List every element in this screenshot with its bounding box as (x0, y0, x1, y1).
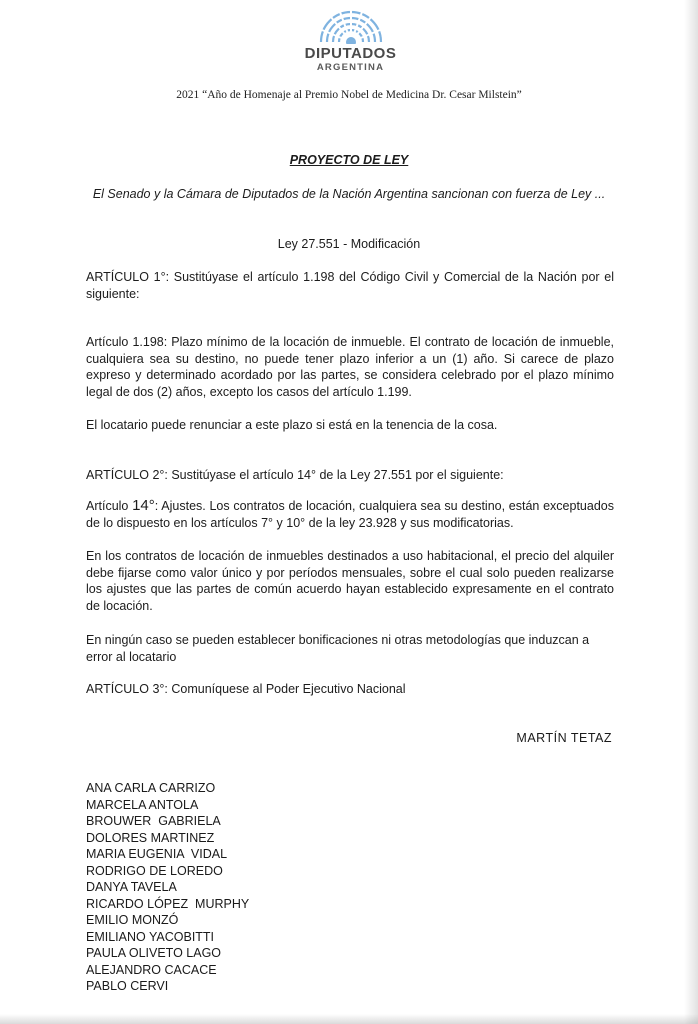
cosigner-name: RICARDO LÓPEZ MURPHY (86, 896, 250, 911)
article-1: ARTÍCULO 1°: Sustitúyase el artículo 1.198 del Código Civil y Comercial de la Nación por el siguiente: (86, 270, 614, 301)
cosigner-name: ANA CARLA CARRIZO (86, 781, 216, 795)
article-14-prefix: Artículo (86, 499, 133, 513)
cosigner-name: BROUWER GABRIELA (86, 814, 221, 828)
page-bottom-shadow (0, 1014, 698, 1024)
cosigner-name: MARIA EUGENIA VIDAL (86, 847, 228, 861)
chamber-emblem-icon (315, 6, 387, 44)
cosigner-name: EMILIANO YACOBITTI (86, 929, 215, 944)
article-14-text: : Ajustes. Los contratos de locación, cualquiera sea su destino, están exceptuados de lo dispuesto en los artículos 7° y 10° de la ley 23.928 y sus modificatorias. (86, 499, 614, 530)
cosigner-name: ALEJANDRO CACACE (86, 962, 217, 977)
diputados-logo (298, 6, 403, 78)
article-1198-paragraph-2: El locatario puede renunciar a este plazo si está en la tenencia de la cosa. (86, 418, 498, 432)
cosigner-name: RODRIGO DE LOREDO (86, 863, 223, 878)
article-14-paragraph-3: En ningún caso se pueden establecer bonificaciones ni otras metodologías que induzcan a error al locatario (86, 633, 590, 664)
article-3: ARTÍCULO 3°: Comuníquese al Poder Ejecutivo Nacional (86, 682, 406, 696)
cosigner-name: PAULA OLIVETO LAGO (86, 946, 222, 960)
page-edge-shadow (684, 0, 698, 1024)
article-1198-paragraph-1: Artículo 1.198: Plazo mínimo de la locación de inmueble. El contrato de locación de inmueble, cualquiera sea su destino, no puede tener plazo inferior a un (1) año. Si carece de plazo expreso y determinado acordado por las partes, se considera celebrado por el plazo mínimo legal de dos (2) años, excepto los casos del artículo 1.199. (86, 335, 614, 399)
article-14-paragraph-1 (86, 498, 614, 531)
cosigner-name: MARCELA ANTOLA (86, 797, 199, 812)
law-heading: Ley 27.551 - Modificación (277, 237, 421, 251)
enacting-clause: El Senado y la Cámara de Diputados de la Nación Argentina sancionan con fuerza de Ley ... (92, 187, 606, 201)
cosigners-list (86, 780, 249, 995)
cosigner-name: PABLO CERVI (86, 979, 169, 993)
cosigner-name: EMILIO MONZÓ (86, 913, 179, 927)
cosigner-name: DOLORES MARTINEZ (86, 830, 215, 845)
article-2: ARTÍCULO 2°: Sustitúyase el artículo 14° de la Ley 27.551 por el siguiente: (86, 468, 504, 482)
logo-title: DIPUTADOS (304, 45, 397, 62)
cosigner-name: DANYA TAVELA (86, 880, 177, 894)
year-motto: 2021 “Año de Homenaje al Premio Nobel de Medicina Dr. Cesar Milstein” (176, 89, 522, 101)
article-14-paragraph-2: En los contratos de locación de inmuebles destinados a uso habitacional, el precio del alquiler debe fijarse como valor único y por períodos mensuales, sobre el cual solo pueden realizarse los ajustes que las partes de común acuerdo hayan establecido expresamente en el contrato de locación. (86, 549, 614, 613)
logo-subtitle: ARGENTINA (316, 62, 385, 73)
signatory: MARTÍN TETAZ (516, 731, 612, 745)
document-title: PROYECTO DE LEY (289, 153, 409, 167)
article-14-number: 14° (132, 497, 155, 514)
